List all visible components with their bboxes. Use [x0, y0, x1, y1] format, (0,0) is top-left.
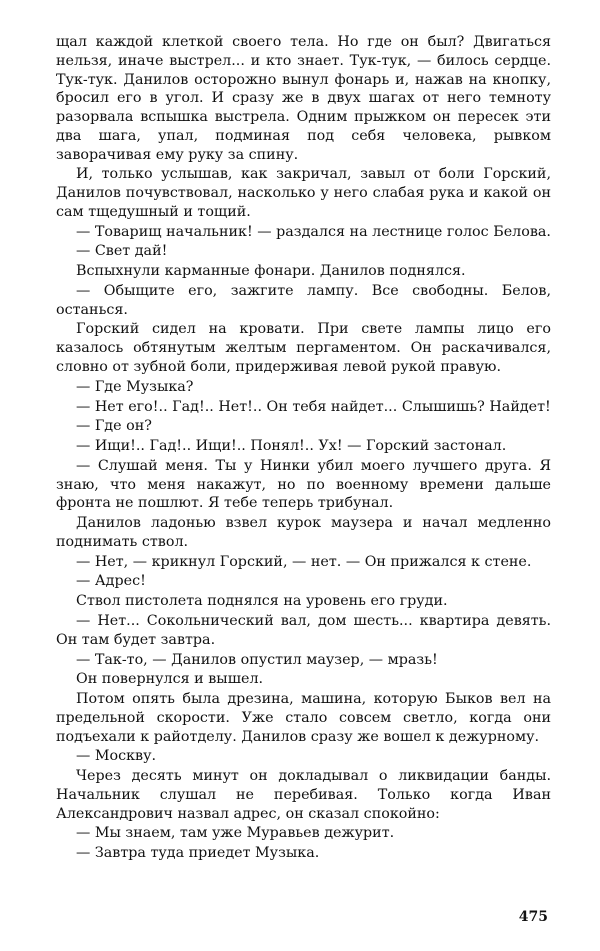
paragraph: Ствол пистолета поднялся на уровень его груди.	[76, 593, 448, 610]
paragraph: — Нет, — крикнул Горский, — нет. — Он прижался к стене.	[76, 553, 532, 570]
paragraph: — Ищи!.. Гад!.. Ищи!.. Понял!.. Ух! — Горский застонал.	[76, 438, 507, 455]
paragraph: — Завтра туда приедет Музыка.	[76, 845, 320, 862]
paragraph: — Москву.	[76, 748, 157, 765]
paragraph: Вспыхнули карманные фонари. Данилов поднялся.	[76, 263, 466, 280]
paragraph: Данилов ладонью взвел курок маузера и начал медленно поднимать ствол.	[56, 515, 551, 550]
paragraph: — Товарищ начальник! — раздался на лестнице голос Белова.	[76, 223, 551, 240]
paragraph: щал каждой клеткой своего тела. Но где он был? Двигаться нельзя, иначе выстрел... и кто знает. Тук-тук, — билось сердце. Тук-тук. Данилов осторожно вынул фонарь и, нажав на кнопку, бросил его в угол. И сразу же в двух шагах от него темноту разорвала вспышка выстрела. Одним прыжком он пересек эти два шага, упал, подминая под себя человека, рывком заворачивая ему руку за спину.	[56, 34, 551, 163]
paragraph: Горский сидел на кровати. При свете лампы лицо его казалось обтянутым желтым пергаментом. Он раскачивался, словно от зубной боли, придерживая левой рукой правую.	[56, 321, 551, 376]
paragraph: — Так-то, — Данилов опустил маузер, — мразь!	[76, 651, 438, 668]
paragraph: — Мы знаем, там уже Муравьев дежурит.	[76, 825, 395, 842]
paragraph: Через десять минут он докладывал о ликвидации банды. Начальник слушал не перебивая. Только когда Иван Александрович назвал адрес, он сказал спокойно:	[56, 768, 551, 822]
paragraph: Потом опять была дрезина, машина, которую Быков вел на предельной скорости. Уже стало совсем светло, когда они подъехали к райотделу. Данилов сразу же вошел к дежурному.	[56, 691, 551, 745]
page-number: 475	[518, 909, 548, 925]
paragraph: — Обыщите его, зажгите лампу. Все свободны. Белов, останься.	[56, 282, 551, 318]
paragraph: Он повернулся и вышел.	[76, 671, 264, 688]
paragraph: — Свет дай!	[76, 243, 168, 260]
body-text	[56, 33, 551, 863]
paragraph: — Адрес!	[76, 573, 146, 590]
paragraph: — Слушай меня. Ты у Нинки убил моего лучшего друга. Я знаю, что меня накажут, но по военному времени дальше фронта не пошлют. Я тебе теперь трибунал.	[56, 457, 551, 512]
paragraph: — Нет... Сокольнический вал, дом шесть... квартира девять. Он там будет завтра.	[56, 612, 551, 648]
paragraph: И, только услышав, как закричал, завыл от боли Горский, Данилов почувствовал, насколько у него слабая рука и какой он сам тщедушный и тощий.	[56, 166, 551, 220]
paragraph: — Нет его!.. Гад!.. Нет!.. Он тебя найдет... Слышишь? Найдет!	[76, 398, 551, 415]
paragraph: — Где Музыка?	[76, 378, 194, 395]
paragraph: — Где он?	[76, 418, 152, 435]
